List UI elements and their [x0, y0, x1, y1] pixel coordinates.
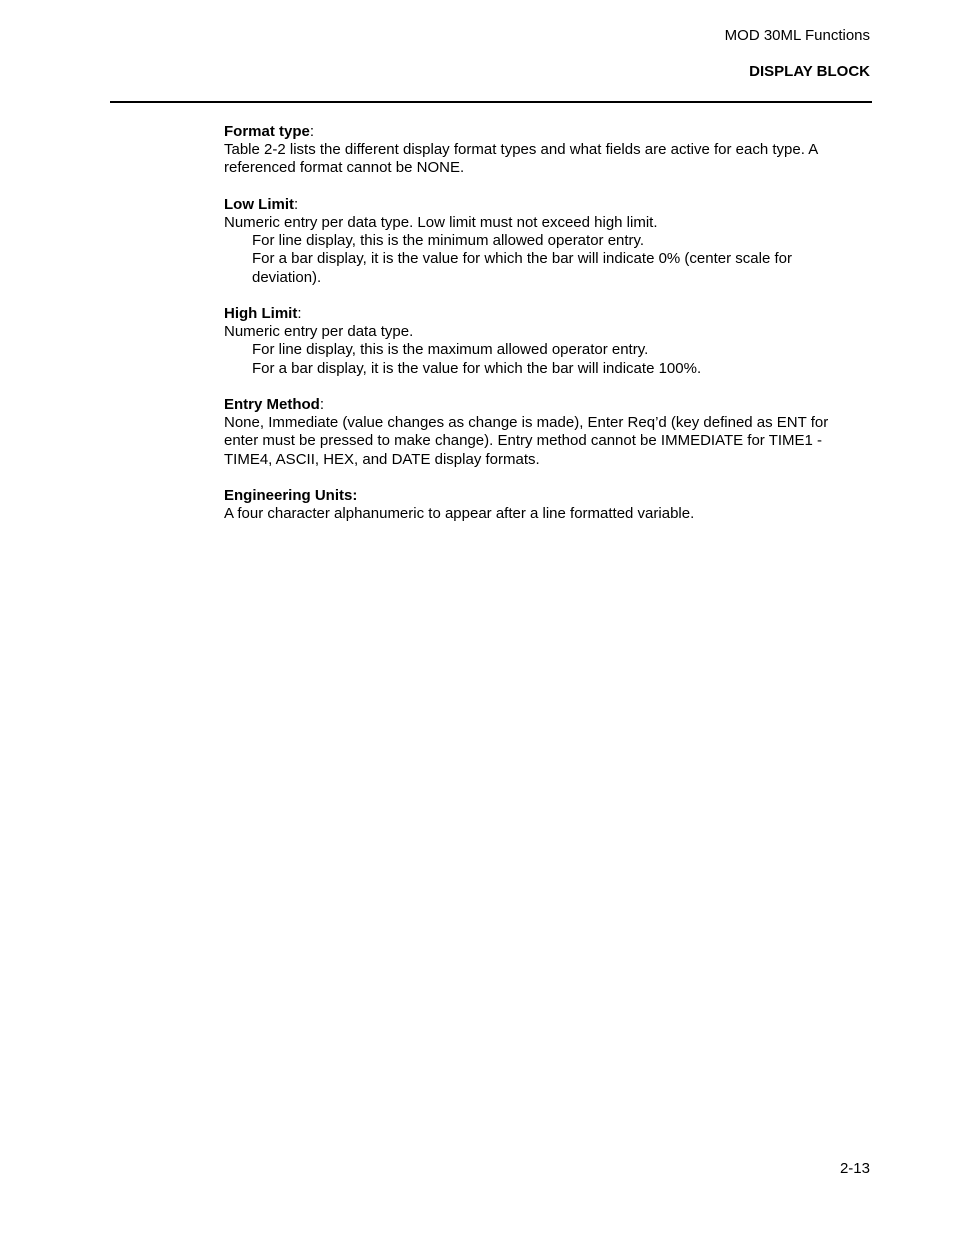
definition-text: Numeric entry per data type. — [224, 323, 414, 341]
term-format-type: Format type — [224, 123, 310, 140]
indented-note: For a bar display, it is the value for which the bar will indicate 100%. — [252, 359, 702, 377]
term-low-limit: Low Limit — [224, 195, 294, 213]
running-header-title: MOD 30ML Functions — [724, 27, 870, 44]
term-entry-method: Entry Method — [224, 396, 320, 413]
header-rule — [110, 101, 872, 103]
definition-text: None, Immediate (value changes as change is made), Enter Req’d (key defined as ENT for enter must be pressed to make change). Entry method cannot be IMMEDIATE for TIME1 - TIME4, ASCII, HEX, and DATE display formats. — [224, 414, 829, 468]
indented-note: For a bar display, it is the value for which the bar will indicate 0% (center scale for deviation). — [252, 250, 792, 286]
definition-text: A four character alphanumeric to appear after a line formatted variable. — [224, 505, 695, 523]
entry-entry-method — [224, 396, 864, 469]
term-suffix: : — [297, 305, 302, 322]
definition-text: Numeric entry per data type. Low limit must not exceed high limit. — [224, 214, 658, 231]
term-suffix: : — [309, 123, 315, 140]
entry-format-type — [224, 123, 864, 178]
term-suffix: : — [319, 396, 325, 413]
running-header-section: DISPLAY BLOCK — [749, 63, 870, 80]
indented-note: For line display, this is the maximum allowed operator entry. — [252, 341, 649, 359]
definitions-list — [224, 123, 864, 542]
page-number: 2-13 — [839, 1160, 870, 1177]
definition-text: Table 2-2 lists the different display format types and what fields are active for each type. A referenced format cannot be NONE. — [224, 141, 818, 177]
entry-engineering-units — [224, 487, 864, 523]
indented-note: For line display, this is the minimum allowed operator entry. — [252, 232, 645, 250]
entry-high-limit — [224, 305, 864, 378]
entry-low-limit — [224, 196, 864, 287]
term-suffix: : — [294, 195, 299, 213]
term-engineering-units: Engineering Units: — [224, 487, 358, 504]
term-high-limit: High Limit — [224, 305, 298, 322]
